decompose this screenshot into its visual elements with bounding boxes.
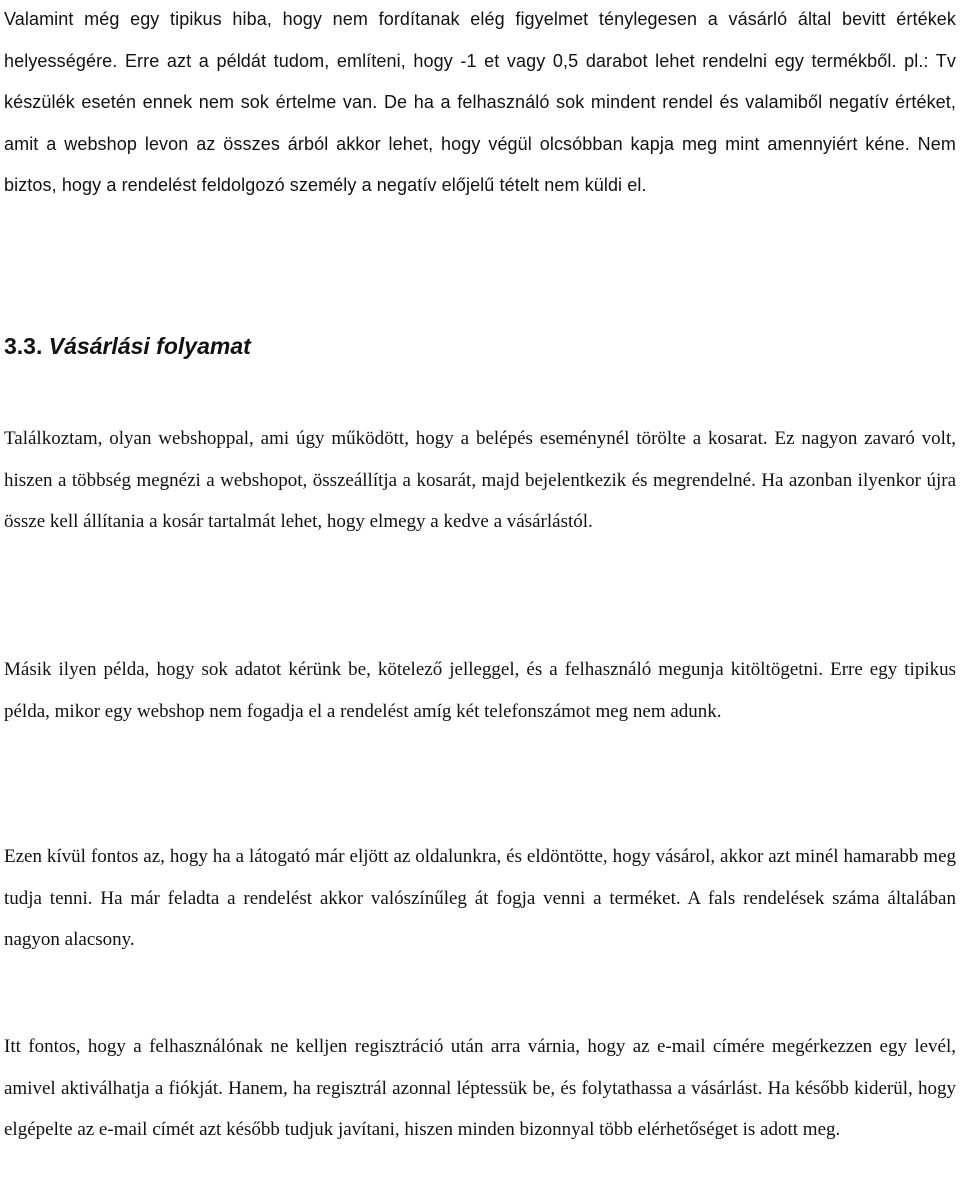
paragraph-input-validation: Valamint még egy tipikus hiba, hogy nem fordítanak elég figyelmet ténylegesen a vásárló által bevitt értékek helyességére. Erre azt a példát tudom, említeni, hogy -1 et vagy 0,5 darabot lehet rendelni egy termékből. pl.: Tv készülék esetén ennek nem sok értelme van. De ha a felhasználó sok mindent rendel és valamiből negatív értéket, amit a webshop levon az összes árból akkor lehet, hogy végül olcsóbban kapja meg mint amennyiért kéne. Nem biztos, hogy a rendelést feldolgozó személy a negatív előjelű tételt nem küldi el. — [4, 9, 956, 195]
paragraph-registration: Itt fontos, hogy a felhasználónak ne kelljen regisztráció után arra várnia, hogy az e-mail címére megérkezzen egy levél, amivel aktiválhatja a fiókját. Hanem, ha regisztrál azonnal léptessük be, és folytathassa a vásárlást. Ha később kiderül, hogy elgépelte az e-mail címét azt később tudjuk javítani, hiszen minden bizonnyal több elérhetőséget is adott meg. — [4, 1036, 956, 1140]
paragraph-cart-cleared: Találkoztam, olyan webshoppal, ami úgy működött, hogy a belépés eseménynél törölte a kosarat. Ez nagyon zavaró volt, hiszen a többség megnézi a webshopot, összeállítja a kosarát, majd bejelentkezik és megrendelné. Ha azonban ilyenkor újra össze kell állítania a kosár tartalmát lehet, hogy elmegy a kedve a vásárlástól. — [4, 428, 956, 532]
paragraph-required-fields: Másik ilyen példa, hogy sok adatot kérünk be, kötelező jelleggel, és a felhasználó megunja kitöltögetni. Erre egy tipikus példa, mikor egy webshop nem fogadja el a rendelést amíg két telefonszámot meg nem adunk. — [4, 659, 956, 722]
section-title: Vásárlási folyamat — [48, 333, 251, 359]
section-heading — [4, 326, 251, 366]
paragraph-fast-checkout: Ezen kívül fontos az, hogy ha a látogató már eljött az oldalunkra, és eldöntötte, hogy vásárol, akkor azt minél hamarabb meg tudja tenni. Ha már feladta a rendelést akkor valószínűleg át fogja venni a terméket. A fals rendelések száma általában nagyon alacsony. — [4, 846, 956, 950]
section-number: 3.3. — [4, 333, 43, 359]
